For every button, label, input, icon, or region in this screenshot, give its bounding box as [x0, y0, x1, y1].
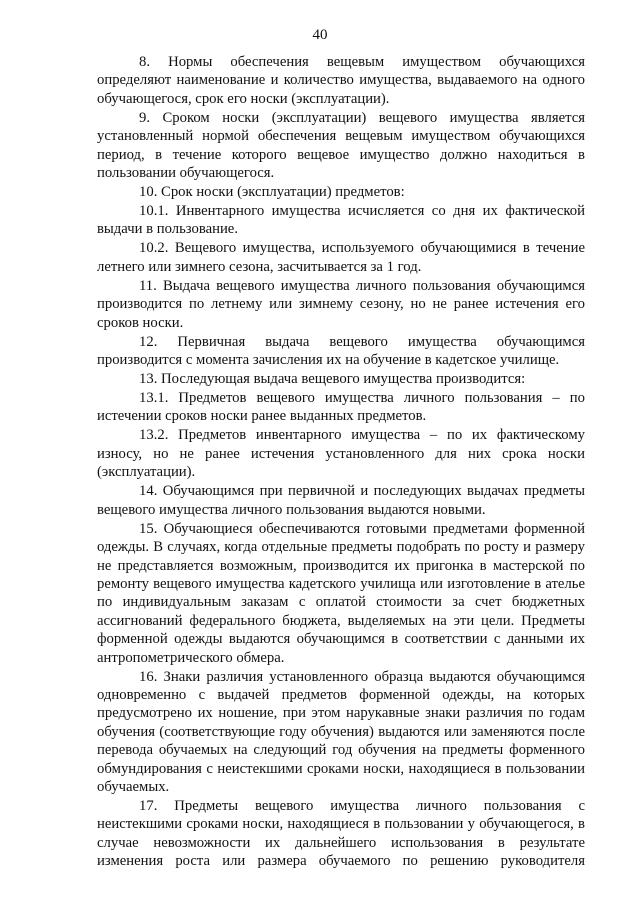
paragraph-13-2: 13.2. Предметов инвентарного имущества – по их фактическому износу, но не ранее истечения установленного для них срока носки (эксплуатации).	[97, 427, 585, 481]
paragraph-8: 8. Нормы обеспечения вещевым имуществом обучающихся определяют наименование и количество имущества, выдаваемого на одного обучающегося, срок его носки (эксплуатации).	[97, 54, 585, 107]
paragraph-10: 10. Срок носки (эксплуатации) предметов:	[139, 184, 405, 201]
paragraph-16: 16. Знаки различия установленного образца выдаются обучающимся одновременно с выдачей предметов форменной одежды, на которых предусмотрено их ношение, при этом нарукавные знаки различия по годам обучения (соответствующие году обучения) выдаются или заменяются после перевода обучаемых на следующий год обучения на предметы форменного обмундирования с неистекшими сроками носки, находящиеся в пользовании обучаемых.	[97, 668, 585, 795]
paragraph-14: 14. Обучающимся при первичной и последующих выдачах предметы вещевого имущества личного пользования выдаются новыми.	[97, 483, 585, 518]
paragraph-10-2: 10.2. Вещевого имущества, используемого обучающимися в течение летнего или зимнего сезона, засчитывается за 1 год.	[97, 240, 585, 275]
paragraph-17: 17. Предметы вещевого имущества личного пользования с неистекшими сроками носки, находящиеся в пользовании у обучающегося, в случае невозможности их дальнейшего использования в результате изменения роста или размера обучаемого по решению руководителя	[97, 797, 585, 870]
paragraph-10-1: 10.1. Инвентарного имущества исчисляется со дня их фактической выдачи в пользование.	[97, 203, 585, 238]
paragraph-13: 13. Последующая выдача вещевого имущества производится:	[139, 371, 526, 388]
document-body	[97, 53, 585, 871]
paragraph-11: 11. Выдача вещевого имущества личного пользования обучающимся производится по летнему или зимнему сезону, но не ранее истечения его сроков носки.	[97, 277, 585, 331]
page-number: 40	[312, 27, 328, 43]
paragraph-9: 9. Сроком носки (эксплуатации) вещевого имущества является установленный нормой обеспечения вещевым имуществом обучающихся период, в течение которого вещевое имущество должно находиться в пользовании обучающегося.	[97, 109, 585, 182]
paragraph-15: 15. Обучающиеся обеспечиваются готовыми предметами форменной одежды. В случаях, когда отдельные предметы подобрать по росту и размеру не представляется возможным, производится их пригонка в мастерской по ремонту вещевого имущества кадетского училища или изготовление в ателье по индивидуальным заказам с оплатой стоимости за счет бюджетных ассигнований федерального бюджета, выделяемых на эти цели. Предметы форменной одежды выдаются обучающимся в соответствии с данными их антропометрического обмера.	[97, 520, 585, 666]
paragraph-12: 12. Первичная выдача вещевого имущества обучающимся производится с момента зачисления их на обучение в кадетское училище.	[97, 333, 585, 369]
paragraph-13-1: 13.1. Предметов вещевого имущества личного пользования – по истечении сроков носки ранее выданных предметов.	[97, 390, 585, 425]
